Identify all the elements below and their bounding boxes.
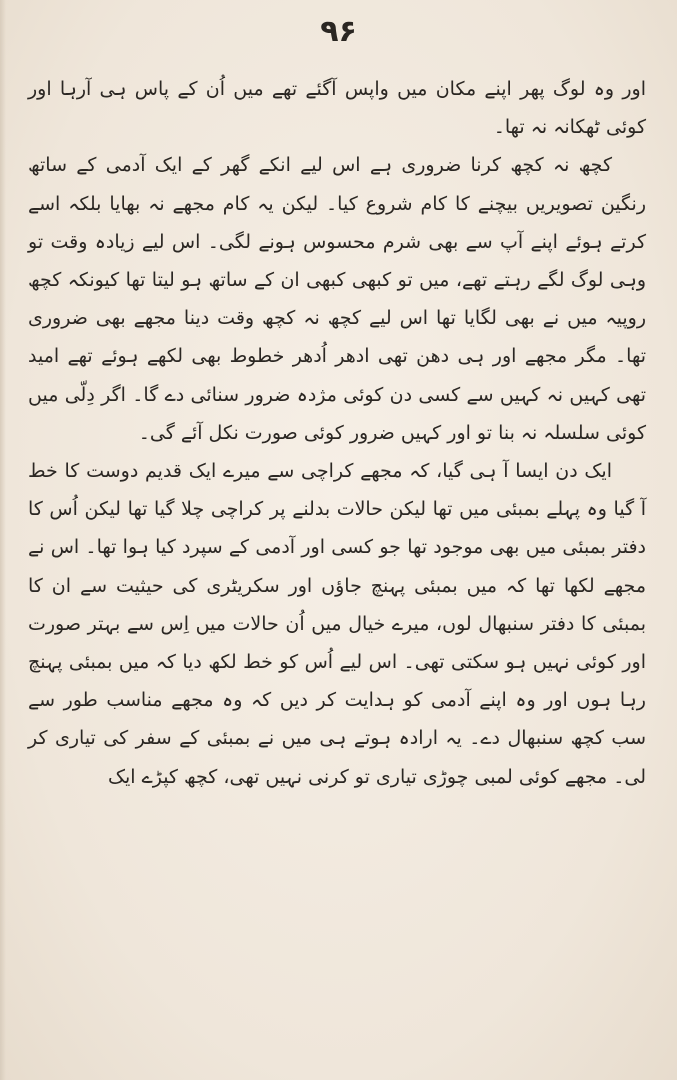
page-text: [28, 70, 646, 796]
page-number: ۹۶: [320, 14, 357, 49]
paragraph-3: ایک دن ایسا آ ہی گیا، کہ مجھے کراچی سے میرے ایک قدیم دوست کا خط آ گیا وہ پہلے بمبئی میں تھا لیکن حالات بدلنے پر کراچی چلا گیا تھا لیکن اُس کا دفتر بمبئی میں بھی موجود تھا جو کسی اور آدمی کے سپرد کیا ہوا تھا۔ اس نے مجھے لکھا تھا کہ میں بمبئی پہنچ جاؤں اور سکریٹری کی حیثیت سے ان کا بمبئی کا دفتر سنبھال لوں، میرے خیال میں اُن حالات میں اِس سے بہتر صورت اور کوئی نہیں ہو سکتی تھی۔ اس لیے اُس کو خط لکھ دیا کہ میں بمبئی پہنچ رہا ہوں اور وہ اپنے آدمی کو ہدایت کر دیں کہ وہ مجھے مناسب طور سے سب کچھ سنبھال دے۔ یہ ارادہ ہوتے ہی میں نے بمبئی کے سفر کی تیاری کر لی۔ مجھے کوئی لمبی چوڑی تیاری تو کرنی نہیں تھی، کچھ کپڑے ایک: [28, 460, 646, 788]
paragraph-1: اور وہ لوگ پھر اپنے مکان میں واپس آگئے تھے میں اُن کے پاس ہی آرہا اور کوئی ٹھکانہ نہ تھا۔: [28, 78, 646, 139]
page-edge-shadow: [0, 0, 6, 1080]
paragraph-2: کچھ نہ کچھ کرنا ضروری ہے اس لیے انکے گھر کے ایک آدمی کے ساتھ رنگین تصویریں بیچنے کا کام شروع کیا۔ لیکن یہ کام مجھے نہ بھایا بلکہ اسے کرتے ہوئے اپنے آپ سے بھی شرم محسوس ہونے لگی۔ اس لیے زیادہ وقت تو وہی لوگ لگے رہتے تھے، میں تو کبھی کبھی ان کے ساتھ ہو لیتا تھا کیونکہ کچھ روپیہ میں نے بھی لگایا تھا اس لیے کچھ نہ کچھ وقت دینا مجھے بھی ضروری تھا۔ مگر مجھے اور ہی دھن تھی ادھر اُدھر خطوط بھی لکھے ہوئے تھے امید تھی کہیں نہ کہیں سے کسی دن کوئی مژدہ ضرور سنائی دے گا۔ اگر دِلّی میں کوئی سلسلہ نہ بنا تو اور کہیں ضرور کوئی صورت نکل آئے گی۔: [28, 154, 646, 444]
